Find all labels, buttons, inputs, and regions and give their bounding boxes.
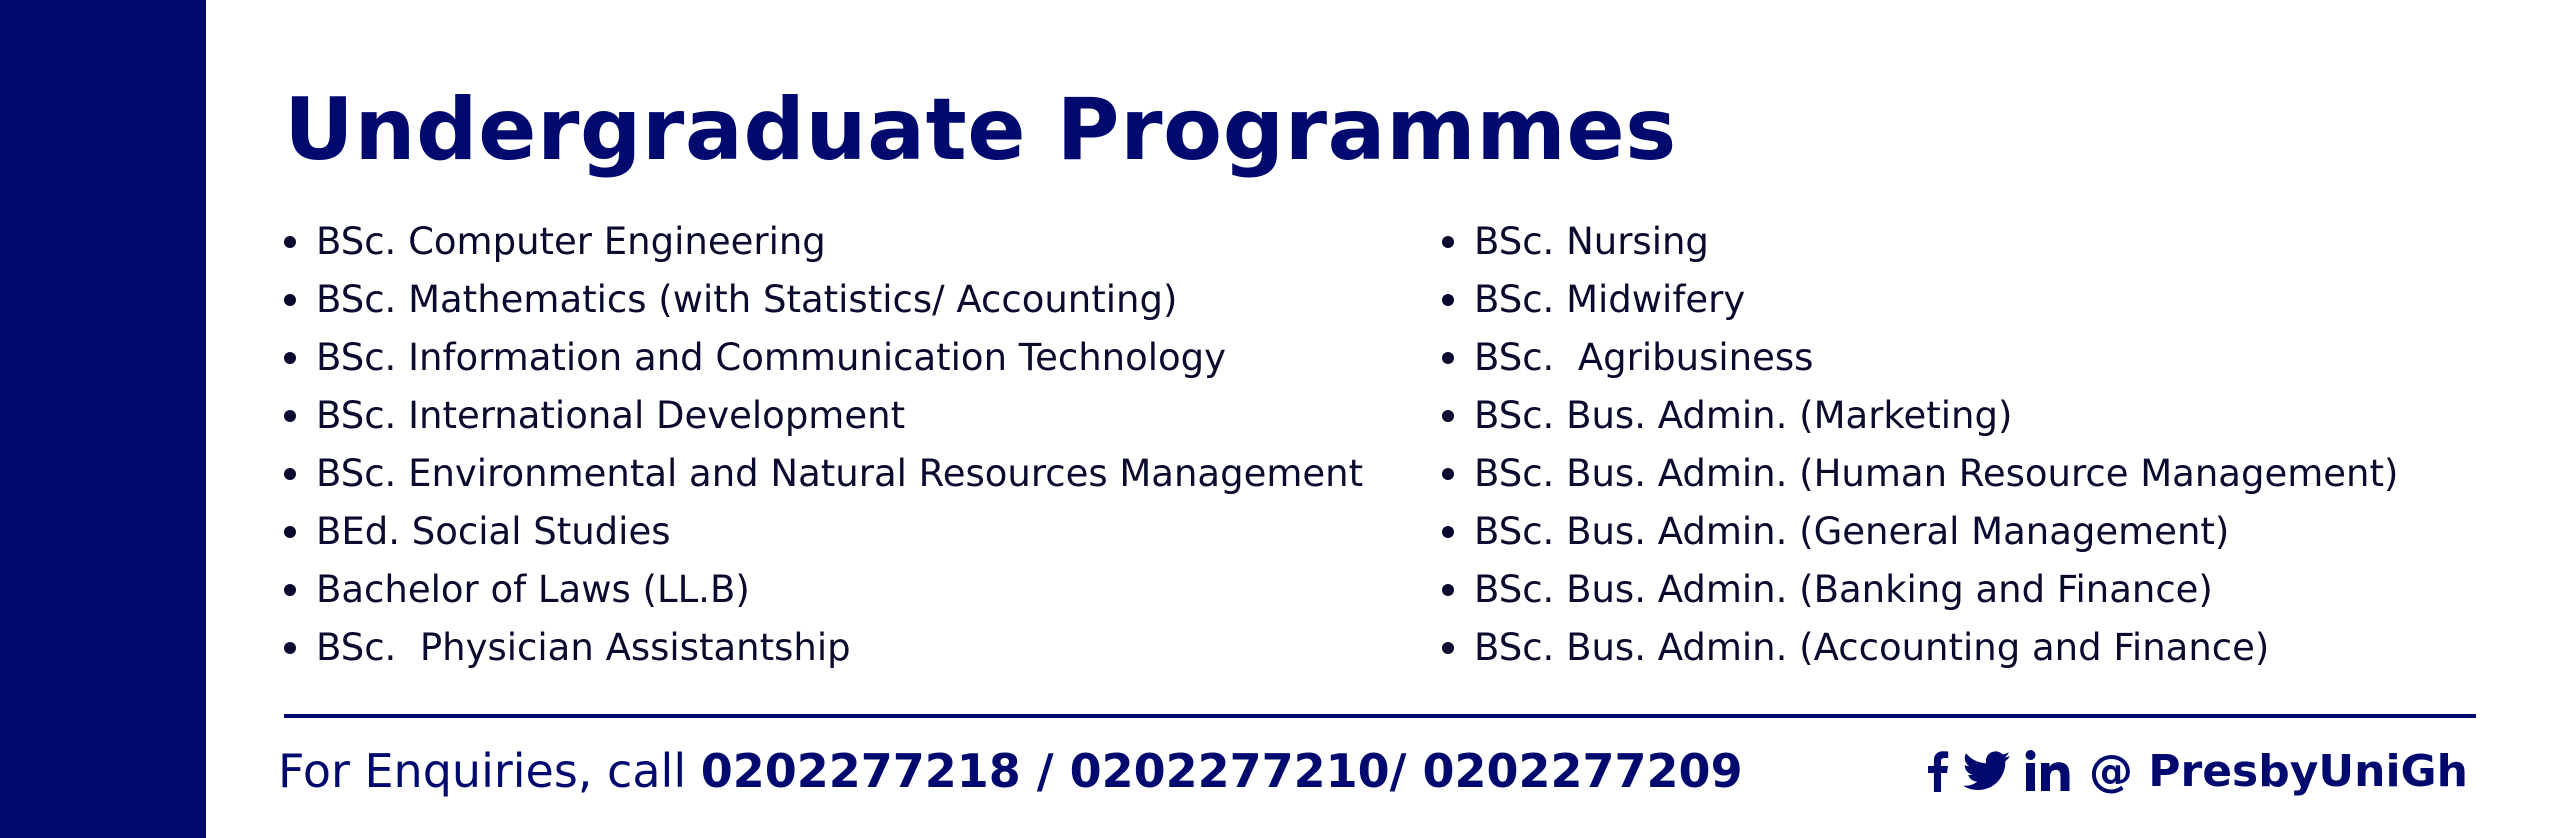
phone-numbers: 0202277218 / 0202277210/ 0202277209 (700, 744, 1743, 798)
social-handle[interactable]: @ PresbyUniGh (2088, 745, 2468, 797)
twitter-icon[interactable] (1963, 747, 2011, 795)
bullet-icon (1442, 294, 1454, 306)
list-item (284, 503, 1363, 561)
bullet-icon (284, 352, 296, 364)
programme-name: BSc. International Development (316, 394, 906, 437)
bullet-icon (1442, 584, 1454, 596)
programme-name: BSc. Computer Engineering (316, 220, 826, 263)
list-item (1442, 387, 2398, 445)
programme-name: BSc. Physician Assistantship (316, 626, 851, 669)
programme-name: BSc. Nursing (1474, 220, 1709, 263)
list-item (284, 561, 1363, 619)
list-item (284, 329, 1363, 387)
linkedin-glyph (2025, 750, 2075, 792)
list-item (284, 387, 1363, 445)
list-item (284, 213, 1363, 271)
list-item (284, 445, 1363, 503)
programme-name: BSc. Bus. Admin. (Marketing) (1474, 394, 2013, 437)
bullet-icon (284, 526, 296, 538)
programme-list-right (1442, 213, 2398, 677)
bullet-icon (1442, 468, 1454, 480)
bullet-icon (1442, 236, 1454, 248)
bullet-icon (284, 642, 296, 654)
bullet-icon (284, 584, 296, 596)
bullet-icon (1442, 642, 1454, 654)
programme-name: BSc. Mathematics (with Statistics/ Accounting) (316, 278, 1178, 321)
programme-name: BSc. Agribusiness (1474, 336, 1814, 379)
bullet-icon (284, 294, 296, 306)
social-block (1927, 738, 2468, 804)
programme-name: BSc. Bus. Admin. (General Management) (1474, 510, 2230, 553)
list-item (1442, 561, 2398, 619)
programme-name: BSc. Environmental and Natural Resources Management (316, 452, 1364, 495)
bullet-icon (1442, 526, 1454, 538)
list-item (1442, 271, 2398, 329)
linkedin-icon[interactable] (2025, 747, 2075, 795)
enquiries-label: For Enquiries, call (278, 744, 701, 798)
facebook-icon[interactable] (1927, 747, 1949, 795)
page-title: Undergraduate Programmes (284, 80, 1677, 180)
programme-list-left (284, 213, 1363, 677)
list-item (1442, 213, 2398, 271)
footer-divider (284, 714, 2476, 718)
list-item (1442, 445, 2398, 503)
programme-name: BEd. Social Studies (316, 510, 671, 553)
programme-name: BSc. Midwifery (1474, 278, 1746, 321)
enquiries-line (278, 738, 1743, 804)
side-color-band (0, 0, 206, 838)
bullet-icon (284, 410, 296, 422)
programme-name: Bachelor of Laws (LL.B) (316, 568, 750, 611)
programme-name: BSc. Bus. Admin. (Accounting and Finance) (1474, 626, 2270, 669)
twitter-glyph (1963, 751, 2011, 791)
programme-name: BSc. Information and Communication Technology (316, 336, 1227, 379)
list-item (284, 619, 1363, 677)
programme-name: BSc. Bus. Admin. (Banking and Finance) (1474, 568, 2213, 611)
list-item (1442, 329, 2398, 387)
bullet-icon (284, 468, 296, 480)
list-item (284, 271, 1363, 329)
list-item (1442, 619, 2398, 677)
list-item (1442, 503, 2398, 561)
bullet-icon (284, 236, 296, 248)
bullet-icon (1442, 352, 1454, 364)
facebook-glyph (1927, 750, 1949, 792)
bullet-icon (1442, 410, 1454, 422)
programme-name: BSc. Bus. Admin. (Human Resource Management) (1474, 452, 2399, 495)
